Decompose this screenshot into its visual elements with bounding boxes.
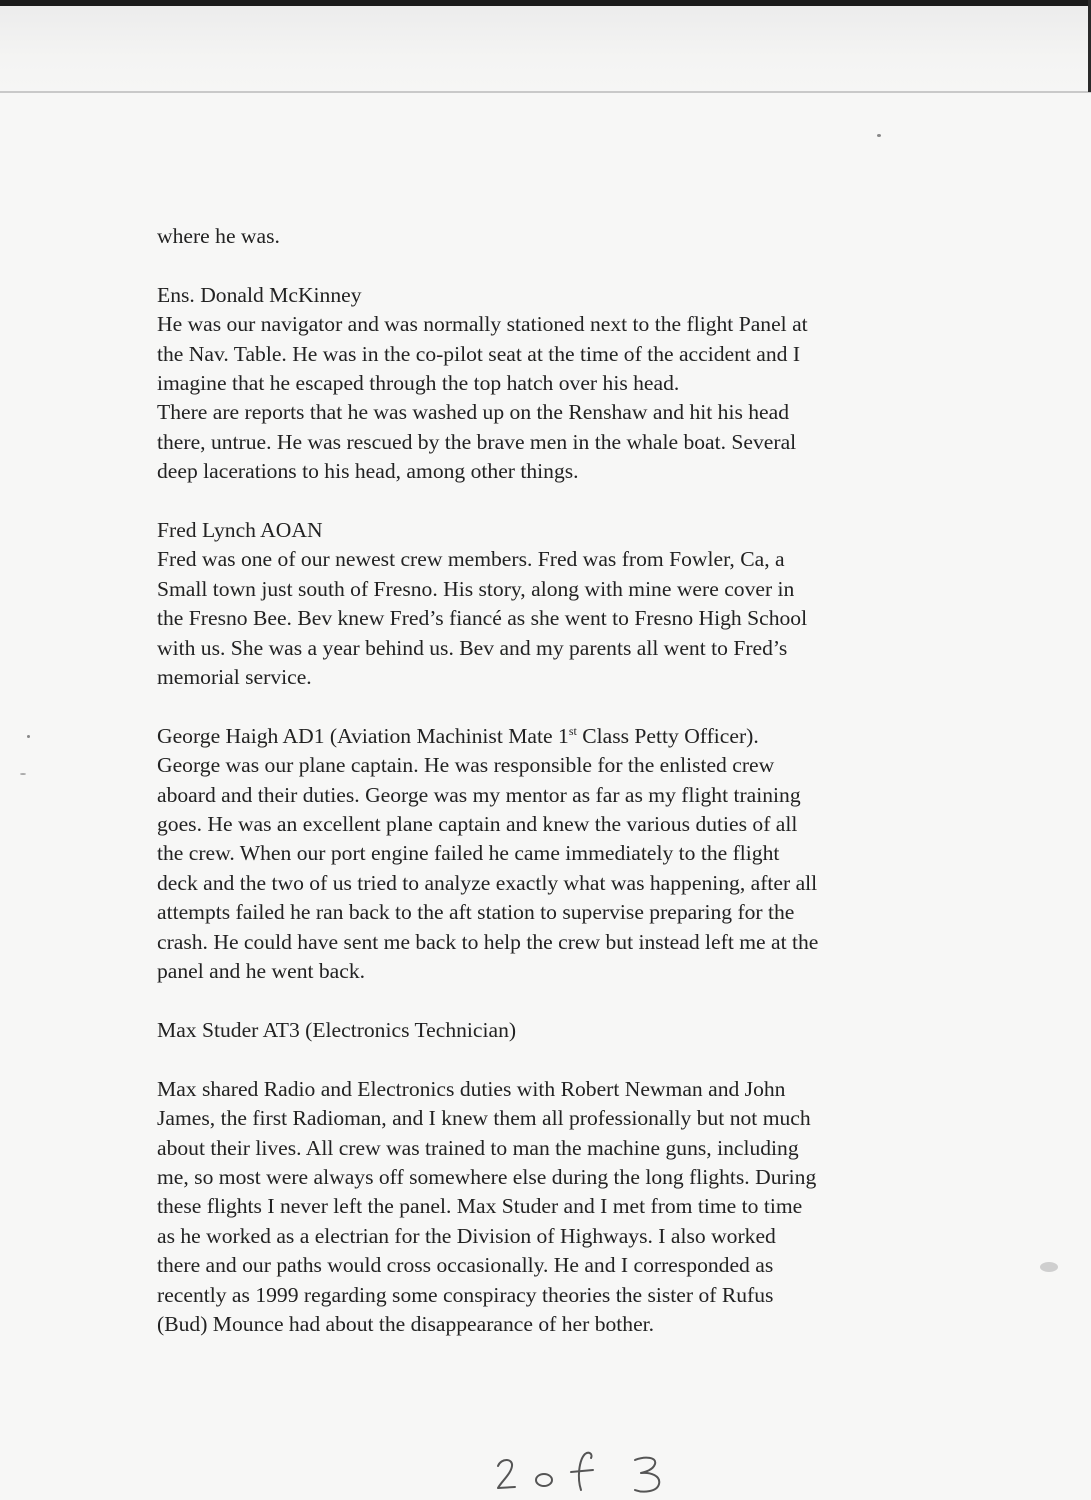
section-lynch — [157, 516, 947, 692]
heading-text-before-ordinal: George Haigh AD1 (Aviation Machinist Mate 1 — [157, 723, 569, 748]
dust-speck — [1040, 1262, 1058, 1272]
section-body: George was our plane captain. He was responsible for the enlisted crew aboard and their duties. George was my mentor as far as my flight training goes. He was an excellent plane captain and knew the various duties of all the crew. When our port engine failed he came immediately to the flight deck and the two of us tried to analyze exactly what was happening, after all attempts failed he ran back to the aft station to supervise preparing for the crash. He could have sent me back to help the crew but instead left me at the panel and he went back. — [157, 753, 819, 984]
dust-speck — [20, 773, 26, 775]
dust-speck — [27, 735, 30, 738]
section-heading: Ens. Donald McKinney — [157, 282, 362, 307]
section-mckinney — [157, 281, 947, 487]
section-heading: Max Studer AT3 (Electronics Technician) — [157, 1017, 517, 1042]
scan-header-band — [0, 6, 1091, 92]
section-body: Fred was one of our newest crew members. Fred was from Fowler, Ca, a Small town just south of Fresno. His story, along with mine were cover in the Fresno Bee. Bev knew Fred’s fiancé as she went to Fresno High School with us. She was a year behind us. Bev and my parents all went to Fred’s memorial service. — [157, 547, 808, 690]
heading-text-after-ordinal: Class Petty Officer). — [576, 723, 759, 748]
section-studer — [157, 1016, 947, 1339]
section-body: Max shared Radio and Electronics duties with Robert Newman and John James, the first Radioman, and I knew them all professionally but not much about their lives. All crew was trained to man the machine guns, including me, so most were always off somewhere else during the long flights. During these flights I never left the panel. Max Studer and I met from time to time as he worked as a electrian for the Division of Highways. I also worked there and our paths would cross occasionally. He and I corresponded as recently as 1999 regarding some conspiracy theories the sister of Rufus (Bud) Mounce had about the disappearance of her bother. — [157, 1076, 817, 1336]
section-body: He was our navigator and was normally stationed next to the flight Panel at the Nav. Table. He was in the co-pilot seat at the time of the accident and I imagine that he escaped through the top hatch over his head. There are reports that he was washed up on the Renshaw and hit his head there, untrue. He was rescued by the brave men in the whale boat. Several deep lacerations to his head, among other things. — [157, 312, 808, 484]
section-heading: Fred Lynch AOAN — [157, 518, 323, 543]
ordinal-suffix: st — [568, 723, 577, 738]
letter-body — [157, 222, 947, 1369]
handwritten-page-number — [495, 1448, 695, 1498]
section-haigh — [157, 722, 947, 987]
section-heading — [157, 722, 947, 751]
dust-speck — [877, 134, 881, 137]
opening-line: where he was. — [157, 224, 280, 248]
paper-top-edge — [0, 91, 1091, 93]
